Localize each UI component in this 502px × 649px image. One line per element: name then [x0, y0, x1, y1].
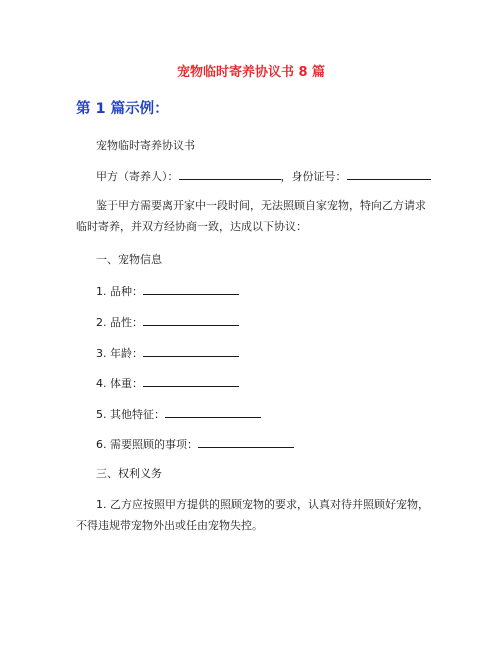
pet-care-line: [96, 436, 294, 452]
id-blank[interactable]: [347, 168, 431, 180]
section-heading: 第 1 篇示例：: [76, 101, 169, 117]
pet-breed-blank[interactable]: [143, 283, 239, 295]
pet-features-label: 5. 其他特征：: [96, 408, 165, 421]
pet-care-blank[interactable]: [198, 436, 294, 448]
party-a-line: [96, 168, 431, 184]
intro-paragraph: 鉴于甲方需要离开家中一段时间，无法照顾自家宠物，特向乙方请求临时寄养，并双方经协商一致，达成以下协议：: [76, 199, 426, 233]
section3-heading: 三、权利义务: [96, 467, 162, 480]
party-a-label: 甲方（寄养人）：: [96, 170, 179, 183]
pet-features-line: [96, 406, 261, 422]
pet-temperament-line: [96, 314, 239, 330]
pet-care-label: 6. 需要照顾的事项：: [96, 438, 198, 451]
pet-weight-label: 4. 体重：: [96, 377, 143, 390]
pet-age-line: [96, 345, 239, 361]
pet-breed-label: 1. 品种：: [96, 285, 143, 298]
agreement-title: 宠物临时寄养协议书: [96, 139, 195, 152]
pet-temperament-label: 2. 品性：: [96, 316, 143, 329]
pet-breed-line: [96, 283, 239, 299]
party-a-blank[interactable]: [179, 168, 281, 180]
rights-paragraph: 1. 乙方应按照甲方提供的照顾宠物的要求，认真对待并照顾好宠物，不得违规带宠物外出或任由宠物失控。: [76, 498, 429, 532]
document-title: 宠物临时寄养协议书 8 篇: [176, 65, 326, 80]
pet-temperament-blank[interactable]: [143, 314, 239, 326]
pet-age-label: 3. 年龄：: [96, 347, 143, 360]
pet-features-blank[interactable]: [165, 406, 261, 418]
pet-age-blank[interactable]: [143, 345, 239, 357]
pet-weight-line: [96, 375, 239, 391]
pet-weight-blank[interactable]: [143, 375, 239, 387]
id-label: ，身份证号：: [280, 170, 347, 183]
section1-heading: 一、宠物信息: [96, 253, 162, 266]
